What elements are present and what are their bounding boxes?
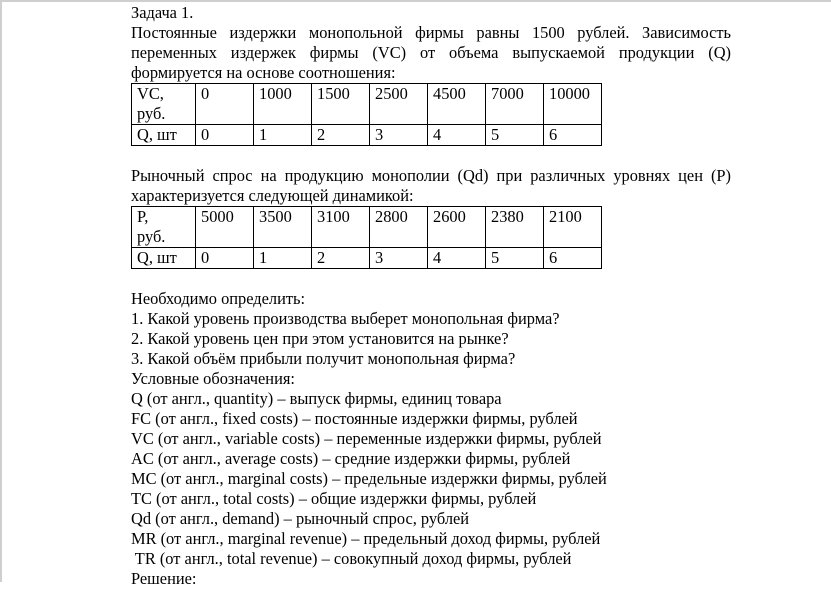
price-q-value-cell: 3: [370, 248, 428, 269]
price-table-label-cell: [132, 207, 196, 248]
price-value-cell: 2380: [486, 207, 544, 248]
vc-q-value-cell: 0: [196, 125, 254, 146]
page-frame-left-border: [0, 0, 2, 582]
price-q-value-cell: 6: [544, 248, 602, 269]
vc-q-value-cell: 5: [486, 125, 544, 146]
intro-line-3: формируется на основе соотношения:: [131, 63, 396, 82]
price-q-value-cell: 1: [254, 248, 312, 269]
page-frame-top-border: [0, 0, 831, 2]
vc-value-cell: 10000: [544, 84, 602, 125]
price-q-value-cell: 2: [312, 248, 370, 269]
price-table-row-p: [132, 207, 602, 248]
price-q-value-cell: 0: [196, 248, 254, 269]
vc-table-label-cell: [132, 84, 196, 125]
legend-item-vc: VC (от англ., variable costs) – переменные издержки фирмы, рублей: [131, 429, 602, 448]
vc-q-label-cell: Q, шт: [132, 125, 196, 146]
solution-heading: Решение:: [131, 569, 197, 588]
price-value-cell: 2100: [544, 207, 602, 248]
vc-q-value-cell: 4: [428, 125, 486, 146]
legend-heading: Условные обозначения:: [131, 369, 295, 388]
legend-item-tc: TC (от англ., total costs) – общие издержки фирмы, рублей: [131, 489, 537, 508]
demand-line-2: характеризуется следующей динамикой:: [131, 186, 414, 205]
vc-table-row-q: [132, 125, 602, 146]
price-table: [131, 206, 602, 269]
price-table-row-q: [132, 248, 602, 269]
vc-value-cell: 1000: [254, 84, 312, 125]
vc-q-value-cell: 1: [254, 125, 312, 146]
legend-item-mc: MC (от англ., marginal costs) – предельные издержки фирмы, рублей: [131, 469, 607, 488]
intro-line-1: Постоянные издержки монопольной фирмы равны 1500 рублей. Зависимость: [131, 23, 731, 42]
legend-item-mr: MR (от англ., marginal revenue) – предельный доход фирмы, рублей: [131, 529, 601, 548]
price-value-cell: 5000: [196, 207, 254, 248]
demand-line-1: Рыночный спрос на продукцию монополии (Qd) при различных уровнях цен (P): [131, 166, 731, 185]
vc-value-cell: 7000: [486, 84, 544, 125]
spacer: [131, 269, 731, 289]
price-q-label-cell: Q, шт: [132, 248, 196, 269]
legend-item-fc: FC (от англ., fixed costs) – постоянные издержки фирмы, рублей: [131, 409, 578, 428]
price-q-value-cell: 5: [486, 248, 544, 269]
price-value-cell: 2600: [428, 207, 486, 248]
vc-value-cell: 2500: [370, 84, 428, 125]
intro-line-2: переменных издержек фирмы (VC) от объема выпускаемой продукции (Q): [131, 43, 731, 62]
price-value-cell: 2800: [370, 207, 428, 248]
legend-item-tr: TR (от англ., total revenue) – совокупный доход фирмы, рублей: [131, 549, 572, 568]
price-label-line2: руб.: [137, 227, 166, 246]
question-1: 1. Какой уровень производства выберет монопольная фирма?: [131, 309, 560, 328]
price-value-cell: 3100: [312, 207, 370, 248]
question-3: 3. Какой объём прибыли получит монопольная фирма?: [131, 349, 516, 368]
price-label-line1: P,: [137, 207, 149, 226]
spacer: [131, 146, 731, 166]
document-body: [131, 3, 731, 589]
task-title: Задача 1.: [131, 3, 194, 22]
vc-q-value-cell: 3: [370, 125, 428, 146]
vc-q-value-cell: 2: [312, 125, 370, 146]
price-value-cell: 3500: [254, 207, 312, 248]
vc-label-line2: руб.: [137, 104, 166, 123]
price-q-value-cell: 4: [428, 248, 486, 269]
vc-table: [131, 83, 602, 146]
vc-table-row-vc: [132, 84, 602, 125]
vc-q-value-cell: 6: [544, 125, 602, 146]
vc-value-cell: 1500: [312, 84, 370, 125]
legend-item-qd: Qd (от англ., demand) – рыночный спрос, рублей: [131, 509, 470, 528]
vc-label-line1: VC,: [137, 84, 164, 103]
question-2: 2. Какой уровень цен при этом установится на рынке?: [131, 329, 509, 348]
vc-value-cell: 4500: [428, 84, 486, 125]
vc-value-cell: 0: [196, 84, 254, 125]
legend-item-ac: AC (от англ., average costs) – средние издержки фирмы, рублей: [131, 449, 571, 468]
legend-item-q: Q (от англ., quantity) – выпуск фирмы, единиц товара: [131, 389, 502, 408]
questions-heading: Необходимо определить:: [131, 289, 306, 308]
